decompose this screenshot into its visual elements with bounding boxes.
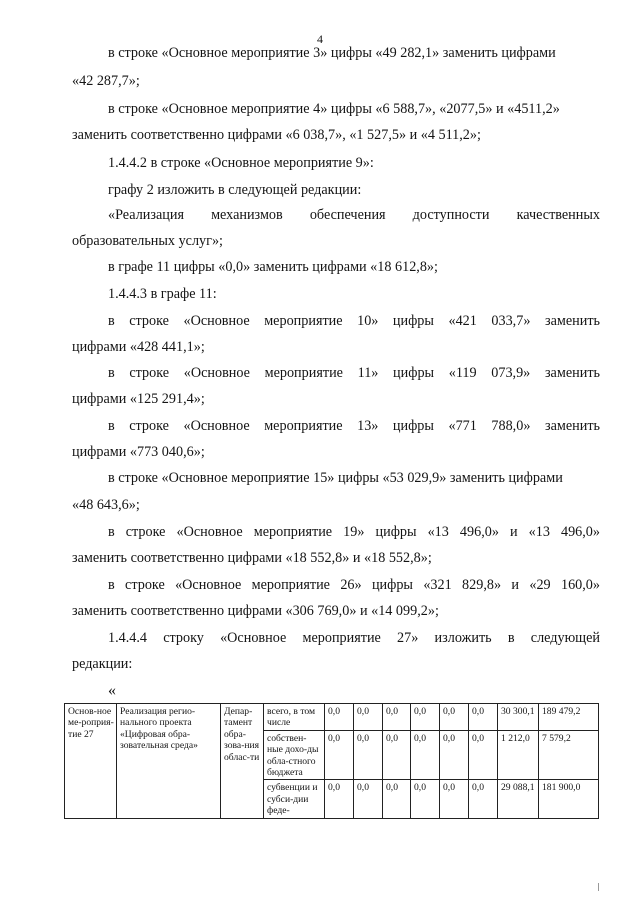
project-name-cell: Реализация регио-нального проекта «Цифровая обра-зовательная среда» (117, 704, 221, 819)
value-cell: 0,0 (383, 780, 411, 818)
text-line: в строке «Основное мероприятие 11» цифры «119 073,9» заменить (108, 365, 600, 381)
value-cell: 0,0 (383, 730, 411, 780)
text-line: в строке «Основное мероприятие 10» цифры «421 033,7» заменить (108, 313, 600, 329)
value-cell: 0,0 (325, 730, 354, 780)
value-cell: 0,0 (354, 780, 383, 818)
total-cell: 189 479,2 (539, 704, 599, 731)
text-line: заменить соответственно цифрами «306 769,0» и «14 099,2»; (72, 603, 439, 619)
value-cell: 0,0 (440, 704, 469, 731)
value-cell: 0,0 (440, 730, 469, 780)
funding-source-cell: всего, в том числе (264, 704, 325, 731)
text-line: в строке «Основное мероприятие 19» цифры «13 496,0» и «13 496,0» (108, 524, 600, 540)
text-line: «Реализация механизмов обеспечения доступности качественных (108, 207, 600, 223)
text-line: в строке «Основное мероприятие 4» цифры «6 588,7», «2077,5» и «4511,2» (108, 101, 560, 117)
value-cell: 0,0 (469, 730, 498, 780)
text-line: 1.4.4.2 в строке «Основное мероприятие 9»: (108, 155, 374, 171)
funding-source-cell: собствен-ные дохо-ды обла-стного бюджета (264, 730, 325, 780)
text-line: в графе 11 цифры «0,0» заменить цифрами «18 612,8»; (108, 259, 438, 275)
text-line: «42 287,7»; (72, 73, 140, 89)
text-line: в строке «Основное мероприятие 15» цифры «53 029,9» заменить цифрами (108, 470, 563, 486)
scan-margin-mark (598, 883, 599, 891)
table-row (65, 704, 599, 731)
executor-cell: Депар-тамент обра-зова-ния облас-ти (221, 704, 264, 819)
text-line: 1.4.4.4 строку «Основное мероприятие 27» изложить в следующей (108, 630, 600, 646)
text-line: графу 2 изложить в следующей редакции: (108, 182, 362, 198)
value-cell: 0,0 (325, 704, 354, 731)
text-line: в строке «Основное мероприятие 26» цифры «321 829,8» и «29 160,0» (108, 577, 600, 593)
text-line: заменить соответственно цифрами «18 552,8» и «18 552,8»; (72, 550, 432, 566)
funding-source-cell: субвенции и субси-дии феде- (264, 780, 325, 818)
value-cell: 0,0 (411, 730, 440, 780)
text-line: заменить соответственно цифрами «6 038,7», «1 527,5» и «4 511,2»; (72, 127, 481, 143)
value-cell: 1 212,0 (498, 730, 539, 780)
value-cell: 0,0 (354, 730, 383, 780)
activity-name-cell: Основ-ное ме-роприя-тие 27 (65, 704, 117, 819)
text-line: «48 643,6»; (72, 497, 140, 513)
text-line: редакции: (72, 656, 133, 672)
value-cell: 0,0 (383, 704, 411, 731)
page-number: 4 (317, 32, 323, 46)
opening-quote: « (108, 682, 116, 699)
value-cell: 0,0 (325, 780, 354, 818)
text-line: цифрами «125 291,4»; (72, 391, 205, 407)
total-cell: 7 579,2 (539, 730, 599, 780)
total-cell: 181 900,0 (539, 780, 599, 818)
value-cell: 0,0 (354, 704, 383, 731)
text-line: цифрами «428 441,1»; (72, 339, 205, 355)
text-line: в строке «Основное мероприятие 3» цифры «49 282,1» заменить цифрами (108, 45, 556, 61)
value-cell: 30 300,1 (498, 704, 539, 731)
activity-table (64, 703, 599, 819)
value-cell: 29 088,1 (498, 780, 539, 818)
value-cell: 0,0 (440, 780, 469, 818)
text-line: в строке «Основное мероприятие 13» цифры «771 788,0» заменить (108, 418, 600, 434)
text-line: цифрами «773 040,6»; (72, 444, 205, 460)
value-cell: 0,0 (411, 780, 440, 818)
text-line: 1.4.4.3 в графе 11: (108, 286, 217, 302)
value-cell: 0,0 (411, 704, 440, 731)
text-line: образовательных услуг»; (72, 233, 223, 249)
value-cell: 0,0 (469, 780, 498, 818)
value-cell: 0,0 (469, 704, 498, 731)
